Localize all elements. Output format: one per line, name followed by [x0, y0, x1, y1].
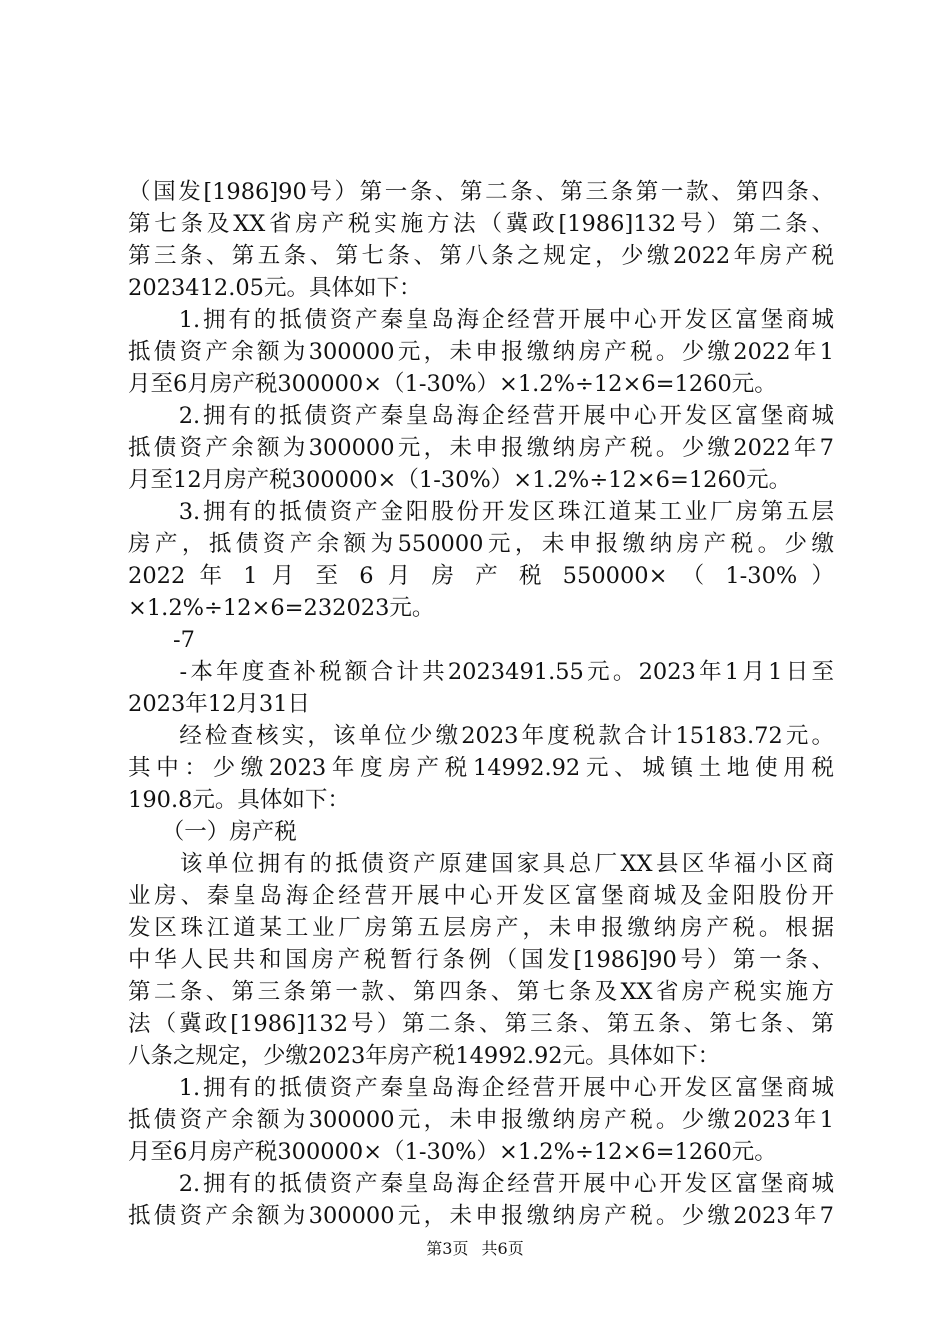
body-line: -7 [128, 627, 195, 653]
body-line: 该单位拥有的抵债资产原建国家具总厂XX县区华福小区商 [128, 851, 834, 877]
page-footer [0, 1238, 950, 1260]
page-number: 第3页 [426, 1239, 469, 1258]
body-line: 中华人民共和国房产税暂行条例（国发[1986]90号）第一条、 [128, 947, 834, 973]
body-line: 抵债资产余额为300000元，未申报缴纳房产税。少缴2022年7 [128, 435, 834, 461]
body-line: 其中：少缴2023年度房产税14992.92元、城镇土地使用税 [128, 755, 834, 781]
body-line: 2023412.05元。具体如下： [128, 275, 422, 301]
body-line: 2.拥有的抵债资产秦皇岛海企经营开展中心开发区富堡商城 [128, 1171, 834, 1197]
body-line: 月至12月房产税300000×（1-30%）×1.2%÷12×6=1260元。 [128, 467, 792, 493]
body-line: 发区珠江道某工业厂房第五层房产，未申报缴纳房产税。根据 [128, 915, 834, 941]
body-line: 业房、秦皇岛海企经营开展中心开发区富堡商城及金阳股份开 [128, 883, 834, 909]
body-line: 经检查核实，该单位少缴2023年度税款合计15183.72元。 [128, 723, 834, 749]
body-line: ×1.2%÷12×6=232023元。 [128, 595, 435, 621]
body-line: 2022 年 1 月 至 6 月 房 产 税 550000× （ 1-30% ） [128, 563, 834, 589]
body-line: 抵债资产余额为300000元，未申报缴纳房产税。少缴2022年1 [128, 339, 834, 365]
body-line: 190.8元。具体如下： [128, 787, 350, 813]
section-heading: （一）房产税 [128, 819, 297, 845]
body-line: 2023年12月31日 [128, 691, 311, 717]
body-line: 抵债资产余额为300000元，未申报缴纳房产税。少缴2023年7 [128, 1203, 834, 1229]
body-line: 八条之规定，少缴2023年房产税14992.92元。具体如下： [128, 1043, 721, 1069]
body-line: 3.拥有的抵债资产金阳股份开发区珠江道某工业厂房第五层 [128, 499, 834, 525]
body-line: 抵债资产余额为300000元，未申报缴纳房产税。少缴2023年1 [128, 1107, 834, 1133]
body-line: （国发[1986]90号）第一条、第二条、第三条第一款、第四条、 [128, 179, 834, 205]
body-line: -本年度查补税额合计共2023491.55元。2023年1月1日至 [128, 659, 834, 685]
page-total: 共6页 [481, 1239, 524, 1258]
body-line: 月至6月房产税300000×（1-30%）×1.2%÷12×6=1260元。 [128, 371, 777, 397]
body-line: 2.拥有的抵债资产秦皇岛海企经营开展中心开发区富堡商城 [128, 403, 834, 429]
body-line: 第二条、第三条第一款、第四条、第七条及XX省房产税实施方 [128, 979, 834, 1005]
body-line: 1.拥有的抵债资产秦皇岛海企经营开展中心开发区富堡商城 [128, 307, 834, 333]
body-line: 第七条及XX省房产税实施方法（冀政[1986]132号）第二条、 [128, 211, 834, 237]
body-line: 1.拥有的抵债资产秦皇岛海企经营开展中心开发区富堡商城 [128, 1075, 834, 1101]
body-line: 房产，抵债资产余额为550000元，未申报缴纳房产税。少缴 [128, 531, 834, 557]
body-line: 月至6月房产税300000×（1-30%）×1.2%÷12×6=1260元。 [128, 1139, 777, 1165]
body-line: 第三条、第五条、第七条、第八条之规定，少缴2022年房产税 [128, 243, 834, 269]
body-line: 法（冀政[1986]132号）第二条、第三条、第五条、第七条、第 [128, 1011, 834, 1037]
